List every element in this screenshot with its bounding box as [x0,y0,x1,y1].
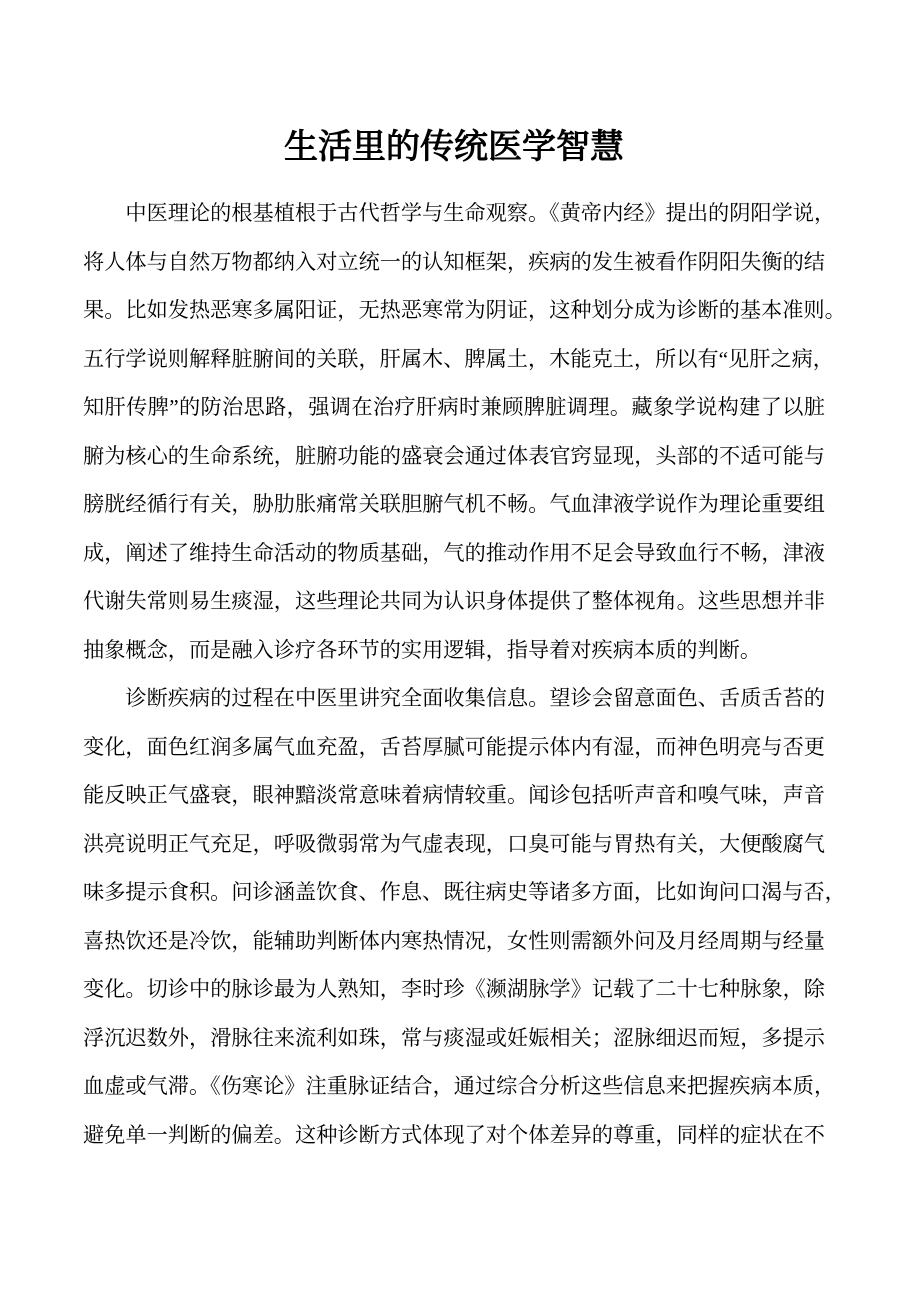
text-line: 血虚或气滞。《伤寒论》注重脉证结合，通过综合分析这些信息来把握疾病本质， [83,1074,836,1098]
text-line: 浮沉迟数外，滑脉往来流利如珠，常与痰湿或妊娠相关；涩脉细迟而短，多提示 [83,1025,825,1050]
text-line: 五行学说则解释脏腑间的关联，肝属木、脾属土，木能克土，所以有“见肝之病， [83,346,834,371]
text-line: 变化。切诊中的脉诊最为人熟知，李时珍《濒湖脉学》记载了二十七种脉象，除 [83,977,825,1001]
text-line: 避免单一判断的偏差。这种诊断方式体现了对个体差异的尊重，同样的症状在不 [83,1122,825,1147]
document-title: 生活里的传统医学智慧 [284,128,624,166]
document-body [83,189,846,1159]
text-line: 知肝传脾”的防治思路，强调在治疗肝病时兼顾脾脏调理。藏象学说构建了以脏 [83,395,825,419]
text-line: 喜热饮还是冷饮，能辅助判断体内寒热情况，女性则需额外问及月经周期与经量 [83,928,825,953]
text-line: 诊断疾病的过程在中医里讲究全面收集信息。望诊会留意面色、舌质舌苔的 [125,686,825,710]
text-line: 腑为核心的生命系统，脏腑功能的盛衰会通过体表官窍显现，头部的不适可能与 [83,443,825,468]
text-line: 将人体与自然万物都纳入对立统一的认知框架，疾病的发生被看作阴阳失衡的结 [83,249,825,274]
text-line: 能反映正气盛衰，眼神黯淡常意味着病情较重。闻诊包括听声音和嗅气味，声音 [83,783,825,807]
paragraph-1 [83,189,846,674]
paragraph-2 [83,674,846,1159]
text-line: 膀胱经循行有关，胁肋胀痛常关联胆腑气机不畅。气血津液学说作为理论重要组 [83,492,825,516]
text-line: 抽象概念，而是融入诊疗各环节的实用逻辑，指导着对疾病本质的判断。 [83,637,762,662]
text-line: 洪亮说明正气充足，呼吸微弱常为气虚表现，口臭可能与胃热有关，大便酸腐气 [83,831,825,856]
text-line: 中医理论的根基植根于古代哲学与生命观察。《黄帝内经》提出的阴阳学说， [125,201,836,225]
text-line: 代谢失常则易生痰湿，这些理论共同为认识身体提供了整体视角。这些思想并非 [83,589,825,613]
text-line: 果。比如发热恶寒多属阳证，无热恶寒常为阴证，这种划分成为诊断的基本准则。 [83,298,846,322]
text-line: 变化，面色红润多属气血充盈，舌苔厚腻可能提示体内有湿，而神色明亮与否更 [83,734,825,759]
text-line: 味多提示食积。问诊涵盖饮食、作息、既往病史等诸多方面，比如询问口渴与否， [83,880,846,904]
text-line: 成，阐述了维持生命活动的物质基础，气的推动作用不足会导致血行不畅，津液 [83,540,825,565]
